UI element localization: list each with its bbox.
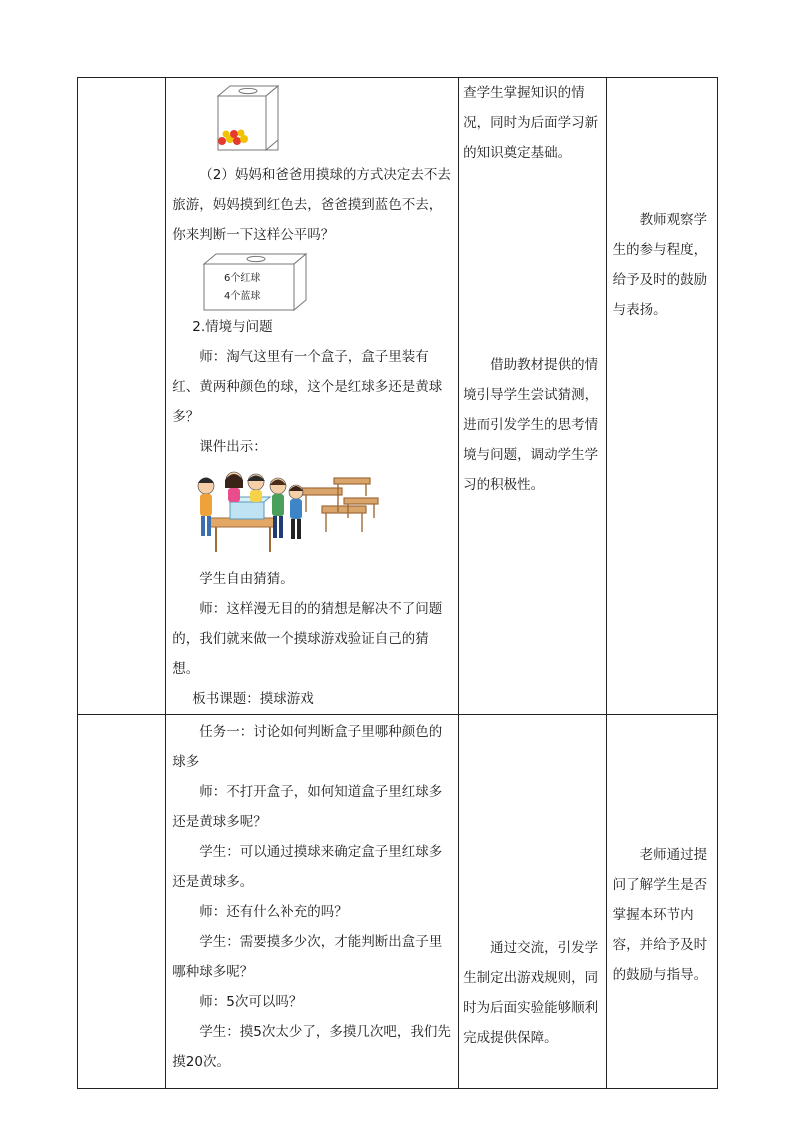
evaluation-cell xyxy=(606,715,717,1089)
courseware-label: 课件出示： xyxy=(199,439,267,455)
labeled-ball-box xyxy=(202,252,312,312)
evaluation-cell xyxy=(606,78,717,715)
teacher-line-1: 师：淘气这里有一个盒子，盒子里装有红、黄两种颜色的球，这个是红球多还是黄球多？ xyxy=(172,349,443,425)
intent-mid-text: 借助教材提供的情境引导学生尝试猜测，进而引发学生的思考情境与问题，调动学生学习的积极性。 xyxy=(463,357,599,493)
teacher-question-3: 师：5次可以吗？ xyxy=(199,994,303,1010)
lesson-plan-table xyxy=(77,77,718,1089)
teaching-content-cell xyxy=(166,715,459,1089)
ball-box-illustration xyxy=(204,84,284,152)
teacher-question-2: 师：还有什么补充的吗？ xyxy=(199,904,348,920)
teacher-question-1: 师：不打开盒子，如何知道盒子里红球多还是黄球多呢？ xyxy=(172,784,443,830)
board-title: 板书课题：摸球游戏 xyxy=(192,691,314,707)
section-title: 2.情境与问题 xyxy=(192,319,273,335)
box-label-blue: 4个蓝球 xyxy=(224,291,261,302)
question-2-text: （2）妈妈和爸爸用摸球的方式决定去不去旅游，妈妈摸到红色去，爸爸摸到蓝色不去，你来判断一下这样公平吗？ xyxy=(172,167,451,243)
evaluation-text: 教师观察学生的参与程度，给予及时的鼓励与表扬。 xyxy=(612,212,708,318)
intent-top-text: 查学生掌握知识的情况，同时为后面学习新的知识奠定基础。 xyxy=(463,85,599,161)
design-intent-cell xyxy=(459,715,606,1089)
student-answer-2: 学生：需要摸多少次，才能判断出盒子里哪种球多呢？ xyxy=(172,934,443,980)
student-answer-3: 学生：摸5次太少了，多摸几次吧，我们先摸20次。 xyxy=(172,1024,451,1070)
stage-cell xyxy=(78,715,166,1089)
teaching-content-cell xyxy=(166,78,459,715)
student-answer-1: 学生：可以通过摸球来确定盒子里红球多还是黄球多。 xyxy=(172,844,443,890)
classroom-illustration xyxy=(194,466,384,558)
students-guess: 学生自由猜猜。 xyxy=(199,571,294,587)
design-intent-cell xyxy=(459,78,606,715)
table-row xyxy=(78,78,718,715)
stage-cell xyxy=(78,78,166,715)
table-row xyxy=(78,715,718,1089)
box-label-red: 6个红球 xyxy=(224,273,261,284)
teacher-line-2: 师：这样漫无目的的猜想是解决不了问题的，我们就来做一个摸球游戏验证自己的猜想。 xyxy=(172,601,443,677)
intent-text: 通过交流，引发学生制定出游戏规则，同时为后面实验能够顺利完成提供保障。 xyxy=(463,940,599,1046)
task-1-title: 任务一：讨论如何判断盒子里哪种颜色的球多 xyxy=(172,724,443,770)
evaluation-text: 老师通过提问了解学生是否掌握本环节内容，并给予及时的鼓励与指导。 xyxy=(612,847,708,983)
